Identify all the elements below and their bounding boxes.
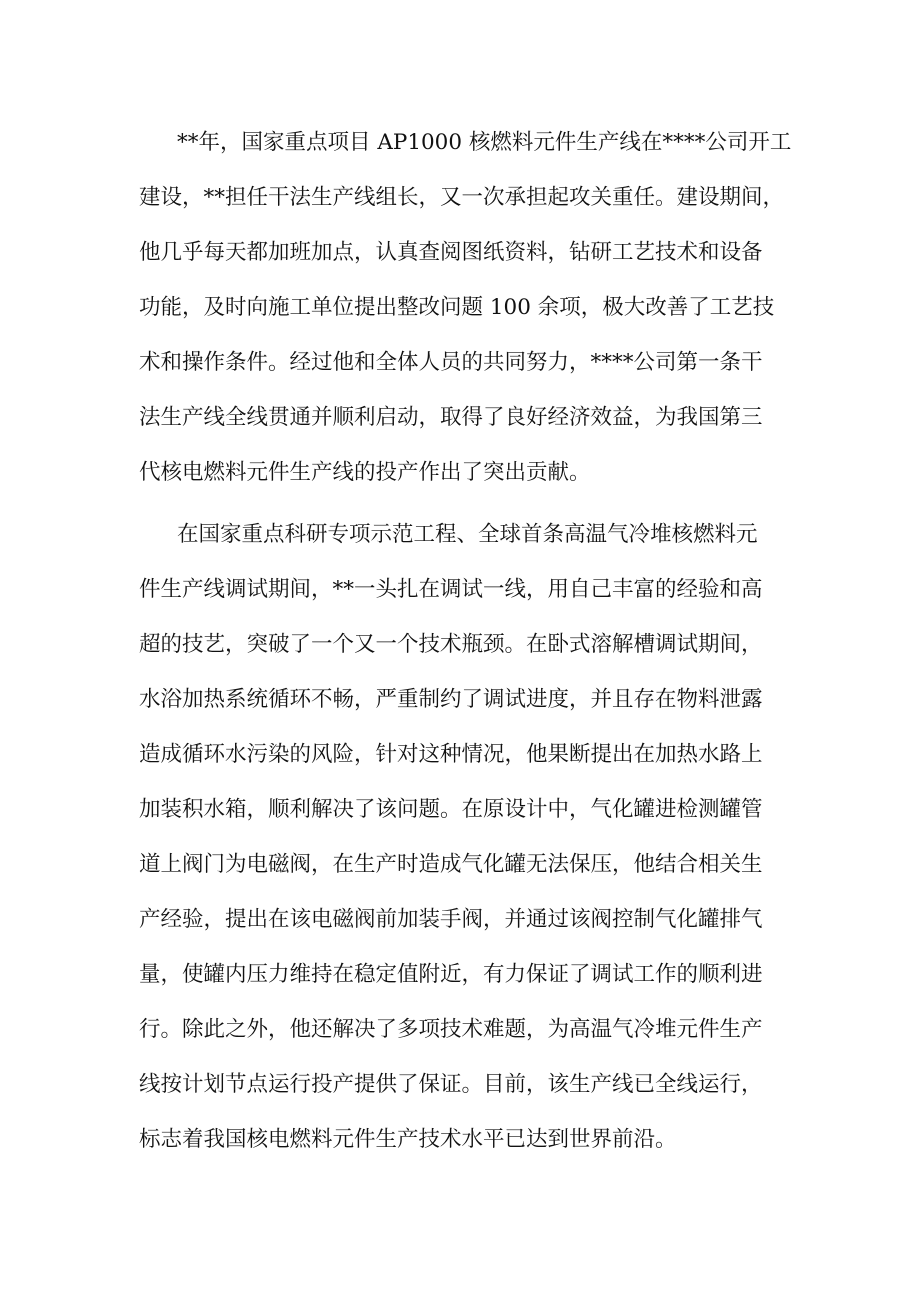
paragraph-line: **年，国家重点项目 AP1000 核燃料元件生产线在****公司开工 [177,130,792,155]
paragraph-line: 他几乎每天都加班加点，认真查阅图纸资料，钻研工艺技术和设备 [139,240,763,265]
paragraph-line: 线按计划节点运行投产提供了保证。目前，该生产线已全线运行， [139,1072,763,1097]
document-body [139,115,799,1174]
paragraph-line: 代核电燃料元件生产线的投产作出了突出贡献。 [139,460,591,485]
paragraph-1 [139,115,799,500]
paragraph-line: 产经验，提出在该电磁阀前加装手阀，并通过该阀控制气化罐排气 [139,907,763,932]
paragraph-line: 件生产线调试期间，**一头扎在调试一线，用自己丰富的经验和高 [139,577,763,602]
paragraph-line: 行。除此之外，他还解决了多项技术难题，为高温气冷堆元件生产 [139,1017,763,1042]
paragraph-line: 超的技艺，突破了一个又一个技术瓶颈。在卧式溶解槽调试期间， [139,632,763,657]
paragraph-line: 加装积水箱，顺利解决了该问题。在原设计中，气化罐进检测罐管 [139,797,763,822]
paragraph-line: 建设，**担任干法生产线组长，又一次承担起攻关重任。建设期间， [139,185,785,210]
paragraph-line: 在国家重点科研专项示范工程、全球首条高温气冷堆核燃料元 [177,522,758,547]
paragraph-2 [139,507,799,1167]
paragraph-line: 功能，及时向施工单位提出整改问题 100 余项，极大改善了工艺技 [139,295,775,320]
paragraph-line: 水浴加热系统循环不畅，严重制约了调试进度，并且存在物料泄露 [139,687,763,712]
paragraph-line: 标志着我国核电燃料元件生产技术水平已达到世界前沿。 [139,1127,677,1152]
paragraph-line: 法生产线全线贯通并顺利启动，取得了良好经济效益，为我国第三 [139,405,763,430]
paragraph-line: 量，使罐内压力维持在稳定值附近，有力保证了调试工作的顺利进 [139,962,763,987]
paragraph-line: 术和操作条件。经过他和全体人员的共同努力，****公司第一条干 [139,350,763,375]
paragraph-line: 造成循环水污染的风险，针对这种情况，他果断提出在加热水路上 [139,742,763,767]
paragraph-line: 道上阀门为电磁阀，在生产时造成气化罐无法保压，他结合相关生 [139,852,763,877]
